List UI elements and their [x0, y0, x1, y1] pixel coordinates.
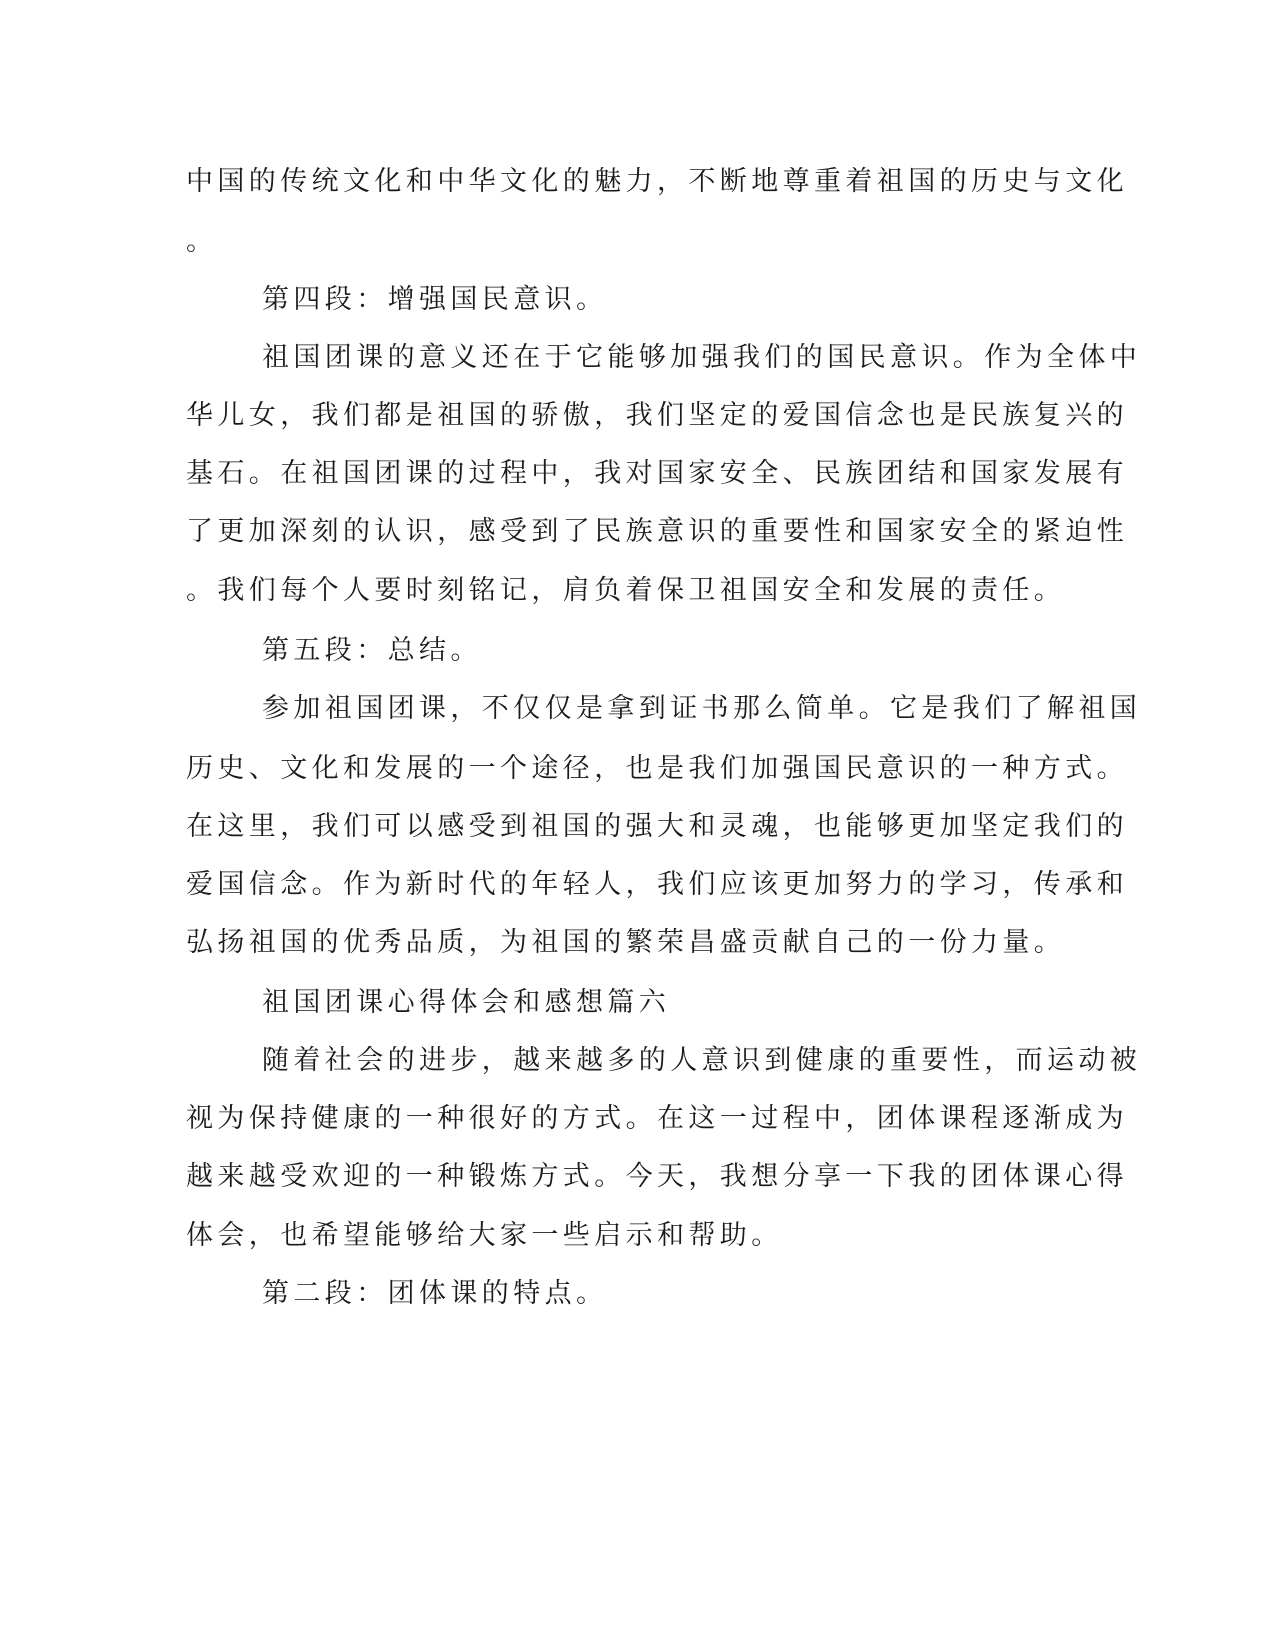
- body-text-line: 了更加深刻的认识，感受到了民族意识的重要性和国家安全的紧迫性: [186, 516, 1128, 547]
- body-text-line: 在这里，我们可以感受到祖国的强大和灵魂，也能够更加坚定我们的: [186, 811, 1128, 842]
- body-text-line: 体会，也希望能够给大家一些启示和帮助。: [186, 1220, 783, 1251]
- body-text-line: 华儿女，我们都是祖国的骄傲，我们坚定的爱国信念也是民族复兴的: [186, 400, 1128, 431]
- body-text-line: 弘扬祖国的优秀品质，为祖国的繁荣昌盛贡献自己的一份力量。: [186, 927, 1066, 958]
- body-text-line: 视为保持健康的一种很好的方式。在这一过程中，团体课程逐渐成为: [186, 1103, 1128, 1134]
- body-text-line: 爱国信念。作为新时代的年轻人，我们应该更加努力的学习，传承和: [186, 869, 1128, 900]
- body-text-line: 。: [186, 226, 218, 257]
- body-text-line: 。我们每个人要时刻铭记，肩负着保卫祖国安全和发展的责任。: [186, 575, 1066, 606]
- body-text-line: 祖国团课的意义还在于它能够加强我们的国民意识。作为全体中: [262, 342, 1142, 373]
- body-text-line: 随着社会的进步，越来越多的人意识到健康的重要性，而运动被: [262, 1045, 1142, 1076]
- body-text-line: 历史、文化和发展的一个途径，也是我们加强国民意识的一种方式。: [186, 753, 1128, 784]
- body-text-line: 越来越受欢迎的一种锻炼方式。今天，我想分享一下我的团体课心得: [186, 1161, 1128, 1192]
- body-text-line: 基石。在祖国团课的过程中，我对国家安全、民族团结和国家发展有: [186, 458, 1128, 489]
- body-text-line: 中国的传统文化和中华文化的魅力，不断地尊重着祖国的历史与文化: [186, 166, 1128, 197]
- section-heading: 第五段：总结。: [262, 635, 482, 666]
- section-heading: 第四段：增强国民意识。: [262, 284, 608, 315]
- section-heading: 第二段：团体课的特点。: [262, 1278, 608, 1309]
- body-text-line: 参加祖国团课，不仅仅是拿到证书那么简单。它是我们了解祖国: [262, 693, 1142, 724]
- article-title: 祖国团课心得体会和感想篇六: [262, 987, 671, 1018]
